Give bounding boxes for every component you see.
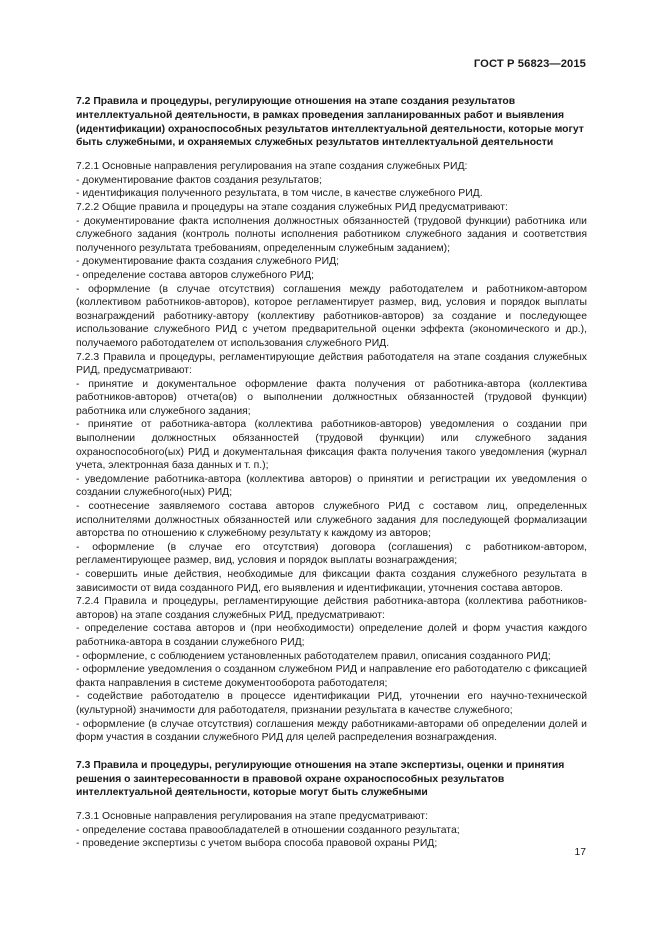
paragraph: 7.2.2 Общие правила и процедуры на этапе создания служебных РИД предусматривают: [76,201,508,213]
paragraph: - определение состава авторов служебного РИД; [76,269,315,281]
section-heading-7-2: 7.2 Правила и процедуры, регулирующие отношения на этапе создания результатов интеллектуальной деятельности, в рамках проведения запланированных работ и выявления (идентификации) охраноспособных результатов интеллектуальной деятельности, которые могут быть служебными, и охраняемых служебных результатов интеллектуальной деятельности [76,96,584,149]
paragraph: - оформление уведомления о созданном служебном РИД и направление его работодателю с фиксацией факта направления в системе документооборота работодателя; [76,664,587,689]
paragraph: - соотнесение заявляемого состава авторов служебного РИД с составом лиц, определенных исполнителями должностных обязанностей или служебного задания для последующей формализации авторства по отношению к служебному результату к каждому из авторов; [76,501,587,540]
paragraph: - определение состава авторов и (при необходимости) определение долей и форм участия каждого работника-автора в создании служебного РИД; [76,623,587,648]
paragraph: - содействие работодателю в процессе идентификации РИД, уточнении его научно-технической (культурной) значимости для работодателя, признании результата в качестве служебного; [76,691,587,716]
paragraph: - документирование факта создания служебного РИД; [76,256,340,268]
paragraph: 7.3.1 Основные направления регулирования на этапе предусматривают: [76,811,428,823]
section-heading-7-3: 7.3 Правила и процедуры, регулирующие отношения на этапе экспертизы, оценки и принятия решения о заинтересованности в правовой охране охраноспособных результатов интеллектуальной деятельности, которые могут быть служебными [76,759,565,799]
paragraph: - оформление (в случае его отсутствия) договора (соглашения) с работником-автором, регламентирующее размер, вид, условия и порядок выплаты вознаграждения; [76,541,587,567]
page-content [76,95,587,851]
paragraph: - определение состава правообладателей в отношении созданного результата; [76,824,460,836]
paragraph: - проведение экспертизы с учетом выбора способа правовой охраны РИД; [76,838,438,850]
paragraph: - документирование фактов создания результатов; [76,174,322,186]
paragraph: - оформление, с соблюдением установленных работодателем правил, описания созданного РИД; [76,650,551,662]
paragraph: 7.2.3 Правила и процедуры, регламентирующие действия работодателя на этапе создания служебных РИД, предусматривают: [76,351,587,377]
paragraph: - совершить иные действия, необходимые для фиксации факта создания служебного результата в зависимости от вида созданного РИД, его выявления и идентификации, уточнения состава авторов. [76,569,587,594]
paragraph: - идентификация полученного результата, в том числе, в качестве служебного РИД. [76,188,483,200]
paragraph: - документирование факта исполнения должностных обязанностей (трудовой функции) работника или служебного задания (контроль полноты исполнения работником служебного задания и соответствия полученного результата требованиям, определенным служебным заданием); [76,215,587,254]
paragraph: - принятие и документальное оформление факта получения от работника-автора (коллектива работников-авторов) отчета(ов) о выполнении должностных обязанностей (трудовой функции) работника или служебного задания; [76,378,587,417]
section-7-3-body [76,810,587,851]
paragraph: 7.2.1 Основные направления регулирования на этапе создания служебных РИД: [76,161,468,173]
paragraph: - уведомление работника-автора (коллектива авторов) о принятии и регистрации их уведомления о создании служебного(ных) РИД; [76,473,587,499]
section-7-2-body [76,160,587,745]
paragraph: - принятие от работника-автора (коллектива работников-авторов) уведомления о создании при выполнении должностных обязанностей (трудовой функции) или служебного задания охраноспособного(ых) РИД и документальная фиксация факта получения такого уведомления (журнал учета, электронная база данных и т. п.); [76,419,587,472]
document-code: ГОСТ Р 56823—2015 [473,58,586,70]
paragraph: - оформление (в случае отсутствия) соглашения между работниками-авторами об определении долей и форм участия в создании служебного РИД для целей распределения вознаграждения. [76,718,587,744]
paragraph: - оформление (в случае отсутствия) соглашения между работодателем и работником-автором (коллективом работников-авторов), которое регламентирует размер, вид, условия и порядок выплаты вознаграждений работнику-автору (коллективу работников-авторов) за создание и последующее использование служебного РИД с учетом предварительной оценки эффекта (экономического и др.), получаемого работодателем от использования служебного РИД. [76,283,587,349]
page-number: 17 [574,847,586,858]
paragraph: 7.2.4 Правила и процедуры, регламентирующие действия работника-автора (коллектива работников-авторов) на этапе создания служебных РИД, предусматривают: [76,596,587,621]
